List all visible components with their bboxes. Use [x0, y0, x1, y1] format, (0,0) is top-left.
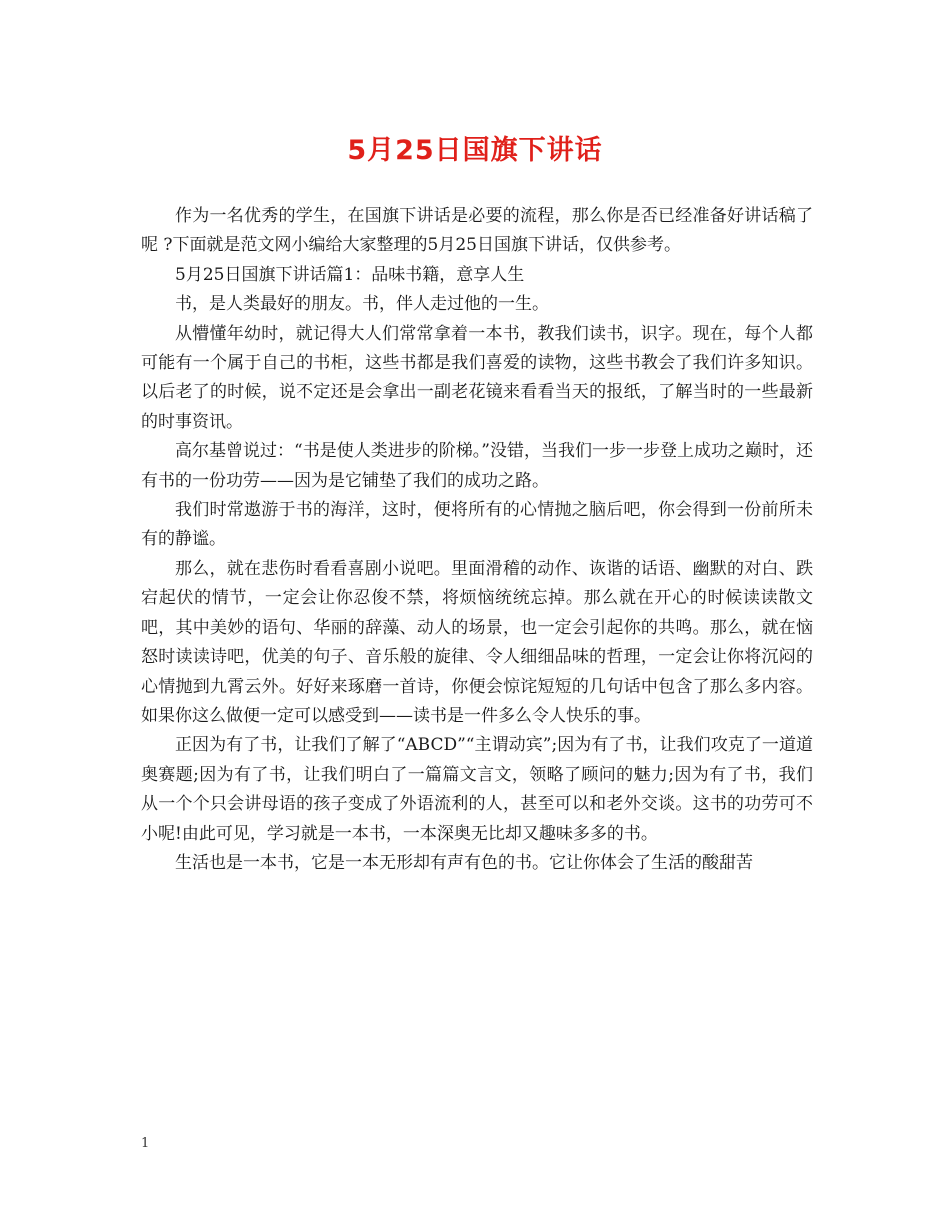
page-title: 5月25日国旗下讲话 [347, 135, 603, 166]
paragraph: 我们时常遨游于书的海洋，这时，便将所有的心情抛之脑后吧，你会得到一份前所未有的静谧。 [141, 500, 813, 550]
paragraph: 从懵懂年幼时，就记得大人们常常拿着一本书，教我们读书，识字。现在，每个人都可能有一个属于自己的书柜，这些书都是我们喜爱的读物，这些书教会了我们许多知识。以后老了的时候，说不定还是会拿出一副老花镜来看看当天的报纸，了解当时的一些最新的时事资讯。 [141, 323, 813, 432]
paragraph: 高尔基曾说过：“书是使人类进步的阶梯。”没错，当我们一步一步登上成功之巅时，还有书的一份功劳——因为是它铺垫了我们的成功之路。 [141, 441, 813, 491]
page-number: 1 [141, 1136, 150, 1151]
body-text [141, 202, 813, 878]
paragraph-intro: 作为一名优秀的学生，在国旗下讲话是必要的流程，那么你是否已经准备好讲话稿了呢 ?下面就是范文网小编给大家整理的5月25日国旗下讲话，仅供参考。 [141, 206, 813, 256]
paragraph: 那么，就在悲伤时看看喜剧小说吧。里面滑稽的动作、诙谐的话语、幽默的对白、跌宕起伏的情节，一定会让你忍俊不禁，将烦恼统统忘掉。那么就在开心的时候读读散文吧，其中美妙的语句、华丽的辞藻、动人的场景，也一定会引起你的共鸣。那么，就在恼怒时读读诗吧，优美的句子、音乐般的旋律、令人细细品味的哲理，一定会让你将沉闷的心情抛到九霄云外。好好来琢磨一首诗，你便会惊诧短短的几句话中包含了那么多内容。如果你这么做便一定可以感受到——读书是一件多么令人快乐的事。 [141, 558, 813, 726]
paragraph-section-heading: 5月25日国旗下讲话篇1：品味书籍，意享人生 [175, 264, 525, 285]
paragraph: 生活也是一本书，它是一本无形却有声有色的书。它让你体会了生活的酸甜苦 [175, 852, 753, 873]
paragraph: 书，是人类最好的朋友。书，伴人走过他的一生。 [175, 294, 549, 315]
paragraph: 正因为有了书，让我们了解了“ABCD”“主谓动宾”;因为有了书，让我们攻克了一道道奥赛题;因为有了书，让我们明白了一篇篇文言文，领略了顾问的魅力;因为有了书，我们从一个个只会讲母语的孩子变成了外语流利的人，甚至可以和老外交谈。这书的功劳可不小呢!由此可见，学习就是一本书，一本深奥无比却又趣味多多的书。 [141, 735, 813, 844]
